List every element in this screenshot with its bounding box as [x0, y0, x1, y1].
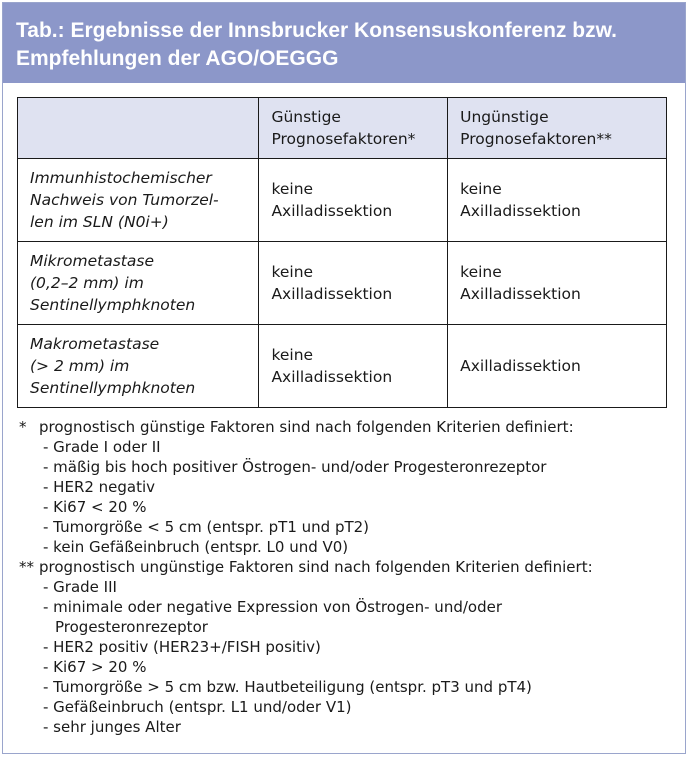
- recommendation-table: [17, 97, 667, 408]
- list-item: - HER2 negativ: [43, 478, 156, 496]
- list-item: - mäßig bis hoch positiver Östrogen- und/oder Progesteronrezeptor: [43, 458, 547, 476]
- table-title: [3, 3, 685, 83]
- title-line-2: Empfehlungen der AGO/OEGGG: [16, 47, 339, 70]
- list-item: - kein Gefäßeinbruch (entspr. L0 und V0): [43, 538, 349, 556]
- row-label: Makrometastase (> 2 mm) im Sentinellymphknoten: [18, 325, 259, 408]
- table-row: [18, 325, 667, 408]
- list-item: - Ki67 > 20 %: [43, 658, 147, 676]
- cell-favorable: keine Axilladissektion: [259, 159, 448, 242]
- footnotes: [19, 417, 679, 737]
- list-item: - Tumorgröße > 5 cm bzw. Hautbeteiligung (entspr. pT3 und pT4): [43, 678, 532, 696]
- list-item: - Tumorgröße < 5 cm (entspr. pT1 und pT2): [43, 518, 370, 536]
- list-item: - HER2 positiv (HER23+/FISH positiv): [43, 638, 321, 656]
- table-row: [18, 242, 667, 325]
- list-item: - sehr junges Alter: [43, 718, 181, 736]
- title-line-1: Tab.: Ergebnisse der Innsbrucker Konsensuskonferenz bzw.: [16, 19, 617, 42]
- list-item: - Grade III: [43, 578, 117, 596]
- cell-unfavorable: keine Axilladissektion: [448, 159, 667, 242]
- cell-favorable: keine Axilladissektion: [259, 325, 448, 408]
- list-item: - Grade I oder II: [43, 438, 161, 456]
- cell-favorable: keine Axilladissektion: [259, 242, 448, 325]
- footnote-text: prognostisch günstige Faktoren sind nach folgenden Kriterien definiert:: [39, 418, 574, 436]
- cell-unfavorable: Axilladissektion: [448, 325, 667, 408]
- row-label: Mikrometastase (0,2–2 mm) im Sentinellymphknoten: [18, 242, 259, 325]
- footnote-favorable: [19, 417, 679, 437]
- footnote-marker: **: [19, 558, 34, 576]
- footnote-text: prognostisch ungünstige Faktoren sind nach folgenden Kriterien definiert:: [39, 558, 593, 576]
- table-header-row: [18, 98, 667, 159]
- table-row: [18, 159, 667, 242]
- list-item: - Ki67 < 20 %: [43, 498, 147, 516]
- header-cell-unfavorable: Ungünstige Prognosefaktoren**: [448, 98, 667, 159]
- list-item: - Gefäßeinbruch (entspr. L1 und/oder V1): [43, 698, 352, 716]
- cell-unfavorable: keine Axilladissektion: [448, 242, 667, 325]
- list-item: - minimale oder negative Expression von Östrogen- und/oder Progesteronrezeptor: [43, 598, 502, 636]
- header-cell-favorable: Günstige Prognosefaktoren*: [259, 98, 448, 159]
- footnote-marker: *: [19, 418, 27, 436]
- row-label: Immunhistochemischer Nachweis von Tumorzel- len im SLN (N0i+): [18, 159, 259, 242]
- header-cell-empty: [18, 98, 259, 159]
- footnote-unfavorable: [19, 557, 679, 577]
